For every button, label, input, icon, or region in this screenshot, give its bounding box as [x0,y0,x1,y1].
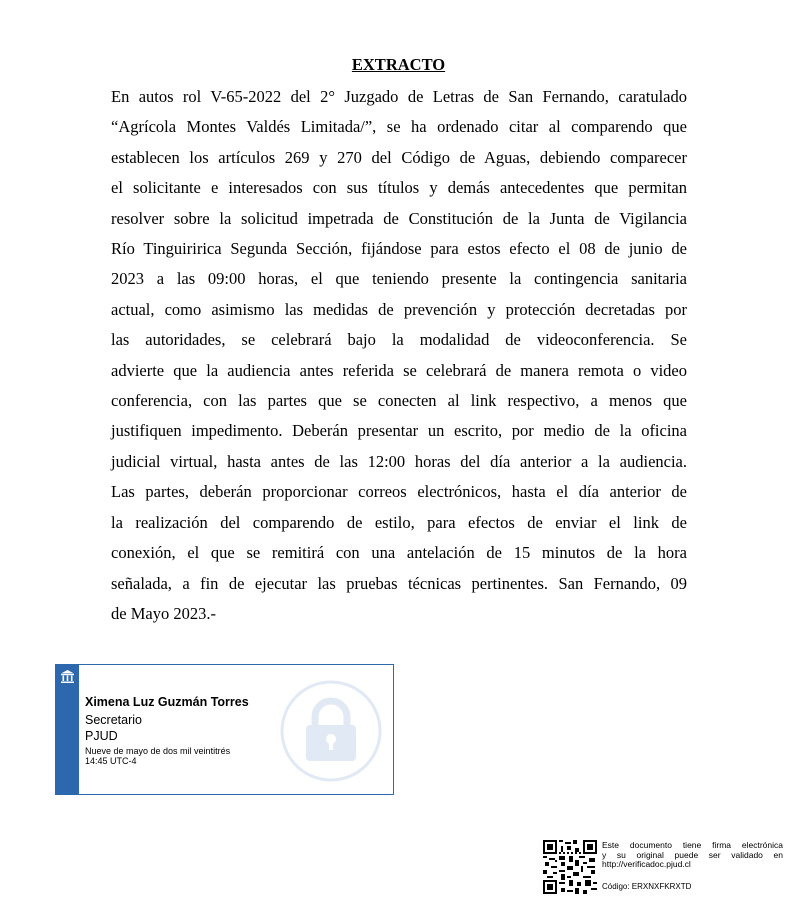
body-line: el solicitante e interesados con sus títulos y demás antecedentes que permitan [111,178,687,198]
body-line: resolver sobre la solicitud impetrada de Constitución de la Junta de Vigilancia [111,208,687,228]
body-line: actual, como asimismo las medidas de prevención y protección decretadas por [111,299,687,319]
body-line: judicial virtual, hasta antes de las 12:00 horas del día anterior a la audiencia. [111,451,687,471]
courthouse-icon [60,669,75,684]
signature-box [55,664,394,795]
verification-line: Este documento tiene firma electrónica [602,840,783,850]
body-line: establecen los artículos 269 y 270 del Código de Aguas, debiendo comparecer [111,147,687,167]
signer-organization: PJUD [85,729,118,743]
body-line: conferencia, con las partes que se conecten al link respectivo, a menos que [111,391,687,411]
body-line: Río Tinguiririca Segunda Sección, fijándose para estos efecto el 08 de junio de [111,239,687,259]
body-line: justifiquen impedimento. Deberán presentar un escrito, por medio de la oficina [111,421,687,441]
verification-line: y su original puede ser validado en [602,849,783,860]
lock-watermark-icon [279,679,383,783]
verification-url: http://verificadoc.pjud.cl [602,859,691,869]
signer-name: Ximena Luz Guzmán Torres [85,695,249,709]
verification-code: Código: ERXNXFKRXTD [602,882,692,891]
document-body [111,82,687,629]
body-line: las autoridades, se celebrará bajo la modalidad de videoconferencia. Se [111,330,687,350]
body-line: advierte que la audiencia antes referida se celebrará de manera remota o video [111,360,687,380]
signer-role: Secretario [85,713,142,727]
verification-notice [602,841,783,870]
body-line: Las partes, deberán proporcionar correos electrónicos, hasta el día anterior de [111,482,687,502]
body-line: “Agrícola Montes Valdés Limitada/”, se ha ordenado citar al comparendo que [111,117,687,137]
body-line: 2023 a las 09:00 horas, el que teniendo presente la contingencia sanitaria [111,269,687,289]
body-line: la realización del comparendo de estilo, para efectos de enviar el link de [111,512,687,532]
document-title: EXTRACTO [351,55,446,74]
signature-date: Nueve de mayo de dos mil veintitrés [85,746,231,756]
body-line: señalada, a fin de ejecutar las pruebas técnicas pertinentes. San Fernando, 09 [111,573,687,593]
body-line: En autos rol V-65-2022 del 2° Juzgado de Letras de San Fernando, caratulado [111,87,687,106]
body-line: de Mayo 2023.- [111,603,216,623]
qr-code-icon [543,840,597,894]
body-line: conexión, el que se remitirá con una antelación de 15 minutos de la hora [111,543,687,563]
signature-time: 14:45 UTC-4 [85,755,137,766]
signature-timestamp [85,747,230,766]
signature-accent-bar [56,665,79,794]
